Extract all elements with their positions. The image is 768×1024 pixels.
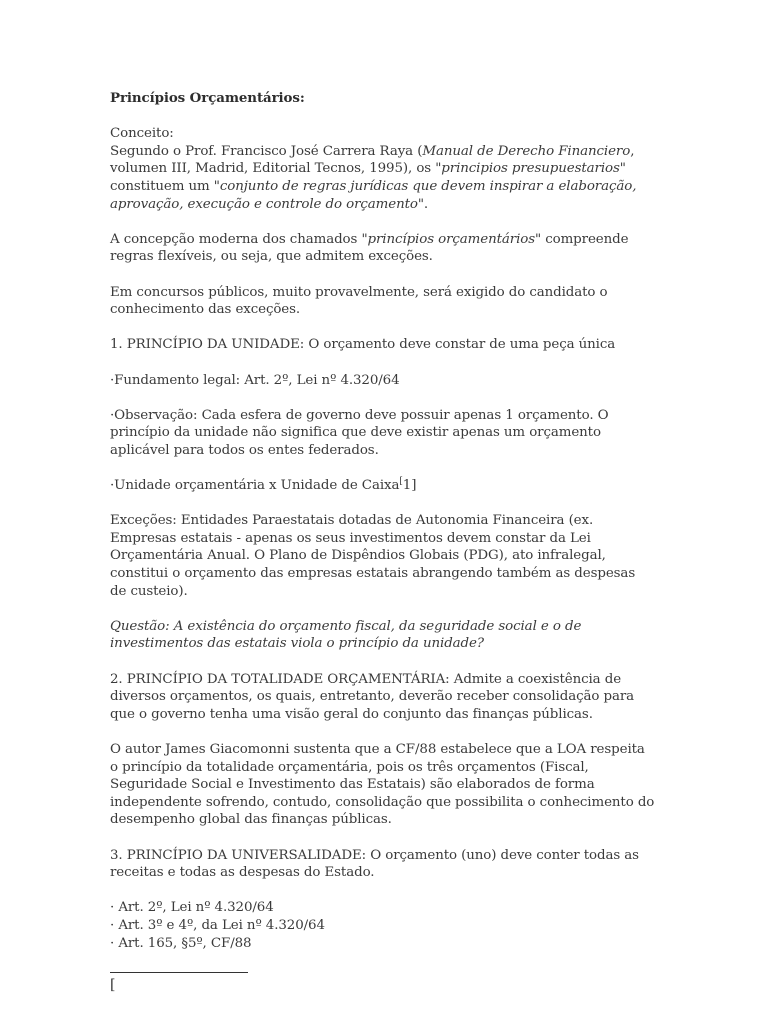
totality-principle-paragraph: 2. PRINCÍPIO DA TOTALIDADE ORÇAMENTÁRIA: Admite a coexistência de diversos orçamentos, os quais, entretanto, deverão receber consolidação para que o governo tenha uma visão geral do conjunto das finanças públicas. <box>110 671 635 722</box>
modern-concept-paragraph <box>110 231 655 266</box>
text-run: constituem um <box>110 178 214 194</box>
document-title: Princípios Orçamentários: <box>110 90 305 106</box>
quoted-definition: "conjunto de regras jurídicas que devem inspirar a elaboração, aprovação, execução e controle do orçamento" <box>110 178 637 212</box>
unity-cash-item <box>110 477 655 495</box>
legal-basis-item: ·Fundamento legal: Art. 2º, Lei nº 4.320/64 <box>110 372 400 388</box>
list-item: · Art. 165, §5º, CF/88 <box>110 935 252 951</box>
universality-principle-paragraph: 3. PRINCÍPIO DA UNIVERSALIDADE: O orçamento (uno) deve conter todas as receitas e todas as despesas do Estado. <box>110 847 639 881</box>
quoted-term: "princípios orçamentários" <box>361 231 542 247</box>
text-run: , volumen III, Madrid, Editorial Tecnos, 1995), os <box>110 143 635 177</box>
giacomonni-paragraph: O autor James Giacomonni sustenta que a CF/88 estabelece que a LOA respeita o princípio da totalidade orçamentária, pois os três orçamentos (Fiscal, Seguridade Social e Investimento das Estatais) são elaborados de forma independente sofrendo, contudo, consolidação que possibilita o conhecimento do desempenho global das finanças públicas. <box>110 741 655 828</box>
book-title: Manual de Derecho Financiero <box>422 143 631 159</box>
legal-references-list <box>110 899 655 952</box>
unity-principle-heading: 1. PRINCÍPIO DA UNIDADE: O orçamento deve constar de uma peça única <box>110 337 616 353</box>
text-run: Segundo o Prof. Francisco José Carrera Raya ( <box>110 143 423 159</box>
footnote[interactable]: [ <box>110 977 116 993</box>
observation-item: ·Observação: Cada esfera de governo deve possuir apenas 1 orçamento. O princípio da unidade não significa que deve existir apenas um orçamento aplicável para todos os entes federados. <box>110 407 609 458</box>
concept-label: Conceito: <box>110 126 174 142</box>
concept-paragraph <box>110 125 655 213</box>
quoted-term: "principios presupuestarios" <box>435 161 626 177</box>
list-item: · Art. 2º, Lei nº 4.320/64 <box>110 900 274 916</box>
document-body <box>110 90 655 952</box>
text-run: A concepção moderna dos chamados <box>110 231 362 247</box>
list-item: · Art. 3º e 4º, da Lei nº 4.320/64 <box>110 917 325 933</box>
exams-paragraph: Em concursos públicos, muito provavelmente, será exigido do candidato o conhecimento das exceções. <box>110 284 608 318</box>
footnote-divider <box>110 972 248 973</box>
question-paragraph: Questão: A existência do orçamento fiscal, da seguridade social e o de investimentos das estatais viola o princípio da unidade? <box>110 618 582 652</box>
text-run: compreende regras flexíveis, ou seja, que admitem exceções. <box>110 231 629 265</box>
text-run: ·Unidade orçamentária x Unidade de Caixa <box>110 478 400 494</box>
text-run: 1] <box>402 478 417 494</box>
exceptions-paragraph: Exceções: Entidades Paraestatais dotadas de Autonomia Financeira (ex. Empresas estatais - apenas os seus investimentos devem constar da Lei Orçamentária Anual. O Plano de Dispêndios Globais (PDG), ato infralegal, constitui o orçamento das empresas estatais abrangendo também as despesas de custeio). <box>110 513 636 599</box>
text-run: . <box>423 196 429 212</box>
footnote-marker[interactable]: [ <box>399 476 403 487</box>
